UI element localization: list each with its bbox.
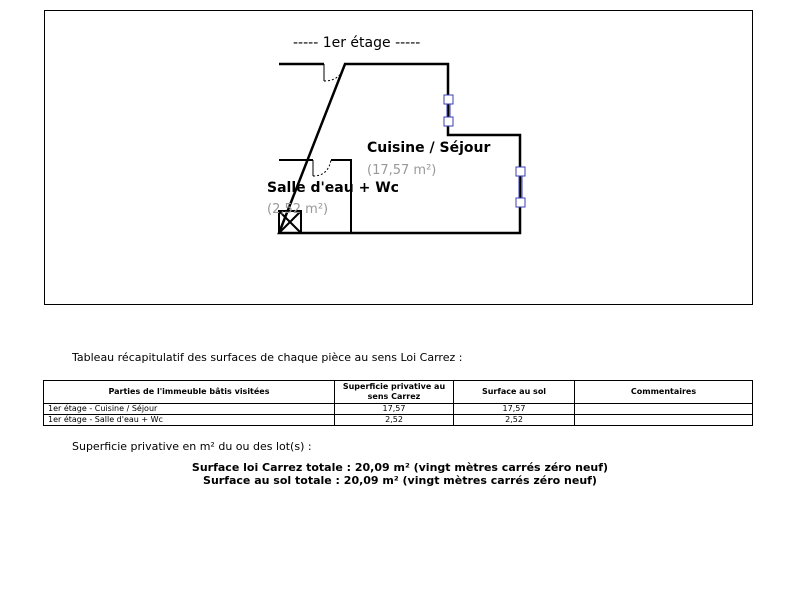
- total-carrez: Surface loi Carrez totale : 20,09 m² (vingt mètres carrés zéro neuf): [191, 461, 609, 474]
- top-door: [324, 64, 345, 81]
- bathroom-door: [313, 160, 331, 176]
- floor-plan: [45, 11, 754, 306]
- header-comments: Commentaires: [575, 381, 753, 404]
- row-sol: 17,57: [454, 404, 575, 415]
- surface-table: [43, 380, 753, 426]
- table-row: [44, 415, 753, 426]
- room-area-bathroom: (2,52 m²): [267, 202, 329, 217]
- row-carrez: 17,57: [335, 404, 454, 415]
- summary-intro: Tableau récapitulatif des surfaces de chaque pièce au sens Loi Carrez :: [72, 351, 463, 364]
- total-sol: Surface au sol totale : 20,09 m² (vingt mètres carrés zéro neuf): [203, 474, 597, 487]
- row-part: 1er étage - Cuisine / Séjour: [44, 404, 335, 415]
- table-row: [44, 404, 753, 415]
- header-parts: Parties de l'immeuble bâtis visitées: [44, 381, 335, 404]
- room-name-bathroom: Salle d'eau + Wc: [267, 180, 399, 196]
- lot-label: Superficie privative en m² du ou des lot(s) :: [72, 440, 312, 453]
- room-area-kitchen: (17,57 m²): [367, 163, 437, 178]
- row-comment: [575, 404, 753, 415]
- row-part: 1er étage - Salle d'eau + Wc: [44, 415, 335, 426]
- room-name-kitchen: Cuisine / Séjour: [367, 140, 491, 156]
- floor-plan-frame: Cuisine / Séjour (17,57 m²) Salle d'eau + Wc (2,52 m²) ----- 1er étage -----: [44, 10, 753, 305]
- header-sol: Surface au sol: [454, 381, 575, 404]
- table-header-row: [44, 381, 753, 404]
- row-sol: 2,52: [454, 415, 575, 426]
- row-carrez: 2,52: [335, 415, 454, 426]
- header-carrez: Superficie privative au sens Carrez: [335, 381, 454, 404]
- row-comment: [575, 415, 753, 426]
